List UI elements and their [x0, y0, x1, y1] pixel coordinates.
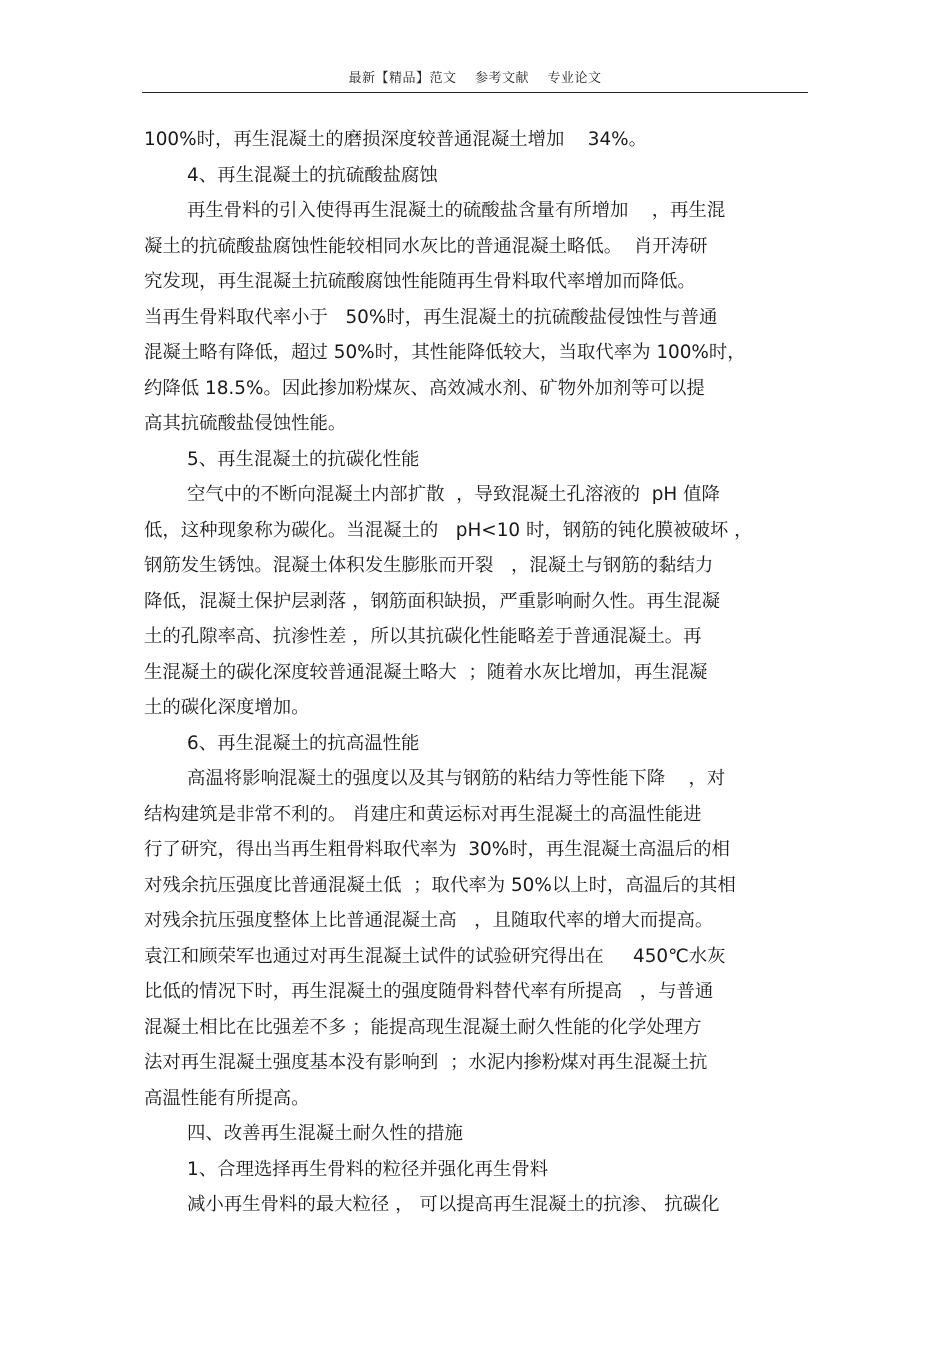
text-line: 袁江和顾荣军也通过对再生混凝土试件的试验研究得出在 450℃水灰: [144, 945, 726, 967]
text-line: 比低的情况下时，再生混凝土的强度随骨料替代率有所提高 ，与普通: [144, 981, 714, 1002]
text-line: 混凝土略有降低，超过 50%时，其性能降低较大，当取代率为 100%时，: [144, 342, 746, 363]
page-header: [142, 60, 808, 93]
text-line: 对残余抗压强度整体上比普通混凝土高 ，且随取代率的增大而提高。: [144, 910, 714, 931]
text-line: 生混凝土的碳化深度较普通混凝土略大 ；随着水灰比增加，再生混凝: [144, 661, 708, 683]
text-line: 高温将影响混凝土的强度以及其与钢筋的粘结力等性能下降 ，对: [187, 768, 726, 789]
text-line: 1、合理选择再生骨料的粒径并强化再生骨料: [187, 1158, 549, 1180]
body-text: [144, 122, 808, 1223]
text-line: 当再生骨料取代率小于 50%时，再生混凝土的抗硫酸盐侵蚀性与普通: [144, 306, 718, 328]
text-line: 100%时，再生混凝土的磨损深度较普通混凝土增加 34%。: [144, 129, 648, 150]
text-line: 土的孔隙率高、抗渗性差 ，所以其抗碳化性能略差于普通混凝土。再: [144, 626, 702, 647]
text-line: 低，这种现象称为碳化。当混凝土的 pH<10 时，钢筋的钝化膜被破坏 ，: [144, 519, 753, 541]
text-line: 土的碳化深度增加。: [144, 697, 310, 718]
text-line: 究发现，再生混凝土抗硫酸腐蚀性能随再生骨料取代率增加而降低。: [144, 271, 696, 292]
text-line: 钢筋发生锈蚀。混凝土体积发生膨胀而开裂 ，混凝土与钢筋的黏结力: [144, 555, 714, 576]
text-line: 四、改善再生混凝土耐久性的措施: [187, 1123, 463, 1144]
text-line: 再生骨料的引入使得再生混凝土的硫酸盐含量有所增加 ，再生混: [187, 200, 726, 221]
text-line: 降低，混凝土保护层剥落 ，钢筋面积缺损，严重影响耐久性。再生混凝: [144, 590, 720, 612]
text-line: 约降低 18.5%。因此掺加粉煤灰、高效减水剂、矿物外加剂等可以提: [144, 377, 705, 399]
text-line: 4、再生混凝土的抗硫酸盐腐蚀: [187, 164, 438, 186]
text-line: 6、再生混凝土的抗高温性能: [187, 732, 420, 754]
text-line: 凝土的抗硫酸盐腐蚀性能较相同水灰比的普通混凝土略低。 肖开涛研: [144, 235, 708, 257]
text-line: 减小再生骨料的最大粒径 ， 可以提高再生混凝土的抗渗、 抗碳化: [187, 1194, 720, 1215]
text-line: 结构建筑是非常不利的。 肖建庄和黄运标对再生混凝土的高温性能进: [144, 803, 702, 825]
text-line: 对残余抗压强度比普通混凝土低 ；取代率为 50%以上时，高温后的其相: [144, 874, 736, 896]
text-line: 高其抗硫酸盐侵蚀性能。: [144, 413, 347, 434]
text-line: 空气中的不断向混凝土内部扩散 ，导致混凝土孔溶液的 pH 值降: [187, 484, 720, 505]
text-line: 行了研究，得出当再生粗骨料取代率为 30%时，再生混凝土高温后的相: [144, 839, 730, 860]
text-line: 混凝土相比在比强差不多 ；能提高现生混凝土耐久性能的化学处理方: [144, 1016, 702, 1038]
header-text: 最新【精品】范文 参考文献 专业论文: [348, 71, 602, 86]
text-line: 高温性能有所提高。: [144, 1087, 310, 1109]
text-line: 5、再生混凝土的抗碳化性能: [187, 448, 420, 470]
text-line: 法对再生混凝土强度基本没有影响到 ；水泥内掺粉煤对再生混凝土抗: [144, 1052, 708, 1073]
